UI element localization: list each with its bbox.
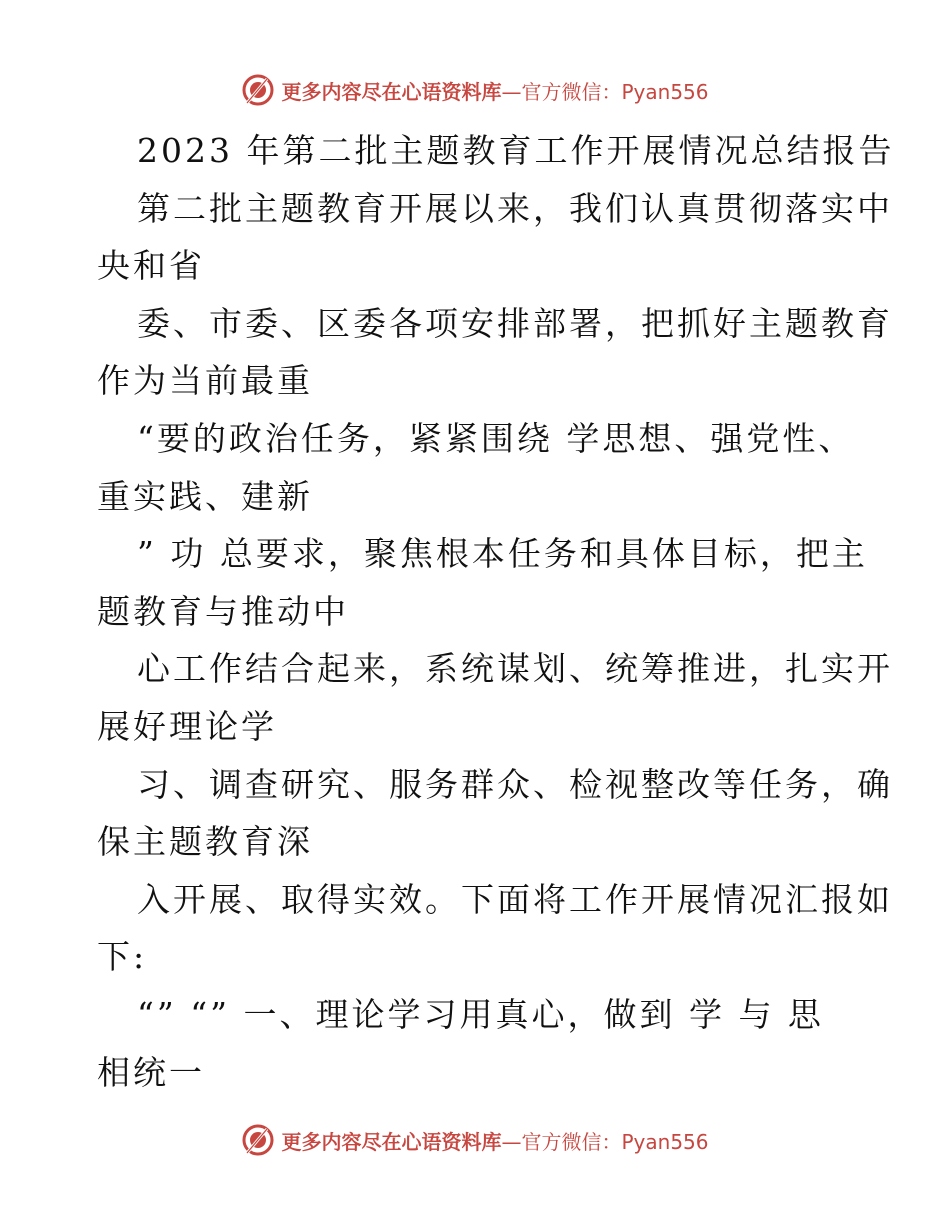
watermark-contact-label: 官方微信： (521, 1129, 622, 1154)
text-line: 重实践、建新 (97, 476, 313, 516)
document-body (97, 122, 895, 1101)
quill-seal-icon (241, 73, 275, 107)
text-line: 入开展、取得实效。下面将工作开展情况汇报如 (137, 879, 893, 919)
document-paragraph (97, 180, 893, 1102)
document-title: 2023 年第二批主题教育工作开展情况总结报告 (137, 131, 895, 170)
watermark-separator: — (501, 1129, 522, 1154)
text-line: 第二批主题教育开展以来，我们认真贯彻落实中 (137, 188, 893, 228)
text-line: 心工作结合起来，系统谋划、统筹推进，扎实开 (137, 649, 893, 689)
text-line: “要的政治任务，紧紧围绕 学思想、强党性、 (137, 418, 855, 458)
watermark-text (281, 1126, 708, 1155)
watermark-brand: 更多内容尽在心语资料库 (281, 1129, 502, 1154)
text-line: 下: (97, 937, 148, 977)
text-line: 委、市委、区委各项安排部署，把抓好主题教育 (137, 303, 893, 343)
text-line: 习、调查研究、服务群众、检视整改等任务，确 (137, 764, 893, 804)
text-line: 题教育与推动中 (97, 591, 349, 631)
text-line: 保主题教育深 (97, 822, 313, 862)
watermark-contact-label: 官方微信： (521, 79, 622, 104)
text-line: 展好理论学 (97, 706, 277, 746)
watermark-text (281, 76, 708, 105)
text-line: 相统一 (97, 1052, 205, 1092)
quill-seal-icon (241, 1123, 275, 1157)
watermark-brand: 更多内容尽在心语资料库 (281, 79, 502, 104)
text-line: ” 功 总要求，聚焦根本任务和具体目标，把主 (137, 534, 868, 574)
text-line: “” “” 一、理论学习用真心，做到 学 与 思 (137, 994, 824, 1034)
text-line: 央和省 (97, 246, 205, 286)
watermark-contact-id: Pyan556 (621, 1129, 709, 1154)
header-watermark (0, 70, 950, 110)
text-line: 作为当前最重 (97, 361, 313, 401)
footer-watermark (0, 1120, 950, 1160)
watermark-contact-id: Pyan556 (621, 79, 709, 104)
watermark-separator: — (501, 79, 522, 104)
